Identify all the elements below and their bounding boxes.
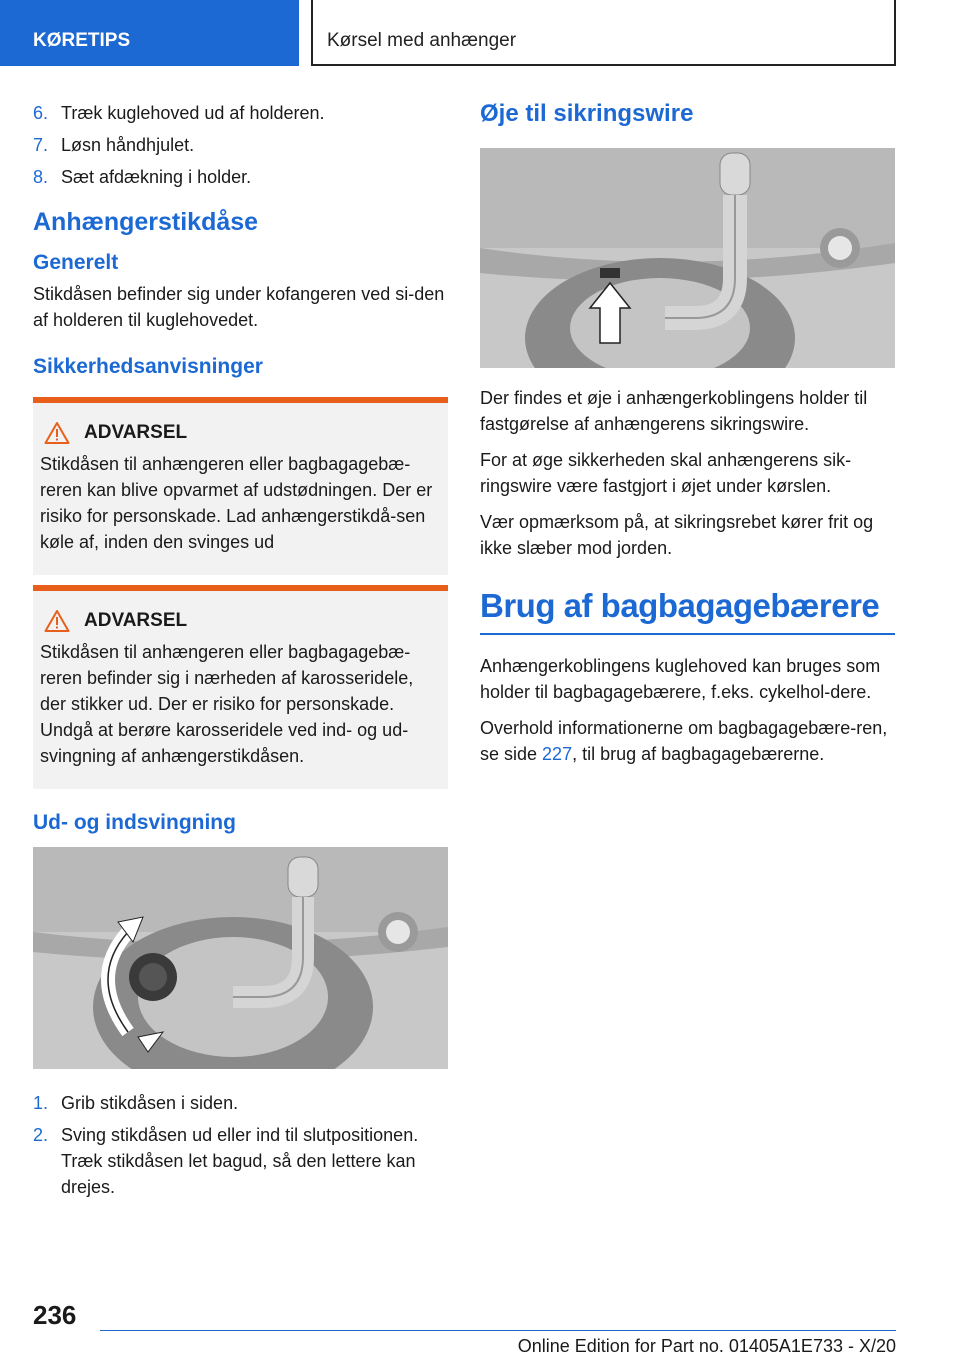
- section-tab: KØRETIPS: [0, 0, 299, 66]
- warning-title: ADVARSEL: [84, 610, 188, 631]
- list-item: 6. Træk kuglehoved ud af holderen.: [33, 103, 325, 123]
- footer-edition: Online Edition for Part no. 01405A1E733 - X/20: [517, 1336, 896, 1356]
- chapter-title: Kørsel med anhænger: [311, 0, 896, 66]
- rack-paragraph-2: Overhold informationerne om bagbagagebære-ren, se side 227, til brug af bagbagagebærerne.: [480, 718, 888, 764]
- safety-eye-illustration: [480, 148, 895, 368]
- warning-box: [33, 397, 448, 575]
- general-text: Stikdåsen befinder sig under kofangeren ved si-den af holderen til kuglehovedet.: [33, 284, 445, 330]
- page-reference-link[interactable]: 227: [542, 744, 573, 764]
- warning-triangle-icon: [44, 421, 70, 445]
- steps-list-bottom: [33, 1090, 448, 1200]
- list-item: 1. Grib stikdåsen i siden.: [33, 1093, 239, 1113]
- subheading-general: Generelt: [33, 251, 119, 274]
- eye-paragraph-3: Vær opmærksom på, at sikringsrebet kører frit og ikke slæber mod jorden.: [480, 512, 874, 558]
- heading-socket: Anhængerstikdåse: [33, 208, 259, 236]
- warning-triangle-icon: [44, 609, 70, 633]
- list-item: 7. Løsn håndhjulet.: [33, 135, 195, 155]
- warning-title: ADVARSEL: [84, 422, 188, 443]
- eye-paragraph-1: Der findes et øje i anhængerkoblingens holder til fastgørelse af anhængerens sikringswire.: [480, 388, 868, 434]
- eye-paragraph-2: For at øge sikkerheden skal anhængerens sik-ringswire være fastgjort i øjet under kørslen.: [480, 450, 852, 496]
- rack-paragraph-1: Anhængerkoblingens kuglehoved kan bruges som holder til bagbagagebærere, f.eks. cykelhol-dere.: [480, 656, 881, 702]
- list-item: 2. Sving stikdåsen ud eller ind til slutpositionen. Træk stikdåsen let bagud, så den lettere kan drejes.: [33, 1125, 419, 1197]
- warning-text: Stikdåsen til anhængeren eller bagbagagebæ-reren kan blive opvarmet af udstødningen. Der er risiko for personskade. Lad anhængerstikdå-sen køle af, inden den svinges ud: [40, 454, 433, 552]
- subheading-swing: Ud- og indsvingning: [33, 811, 236, 834]
- warning-text: Stikdåsen til anhængeren eller bagbagagebæ-reren befinder sig i nærheden af karosseridele, der stikker ud. Der er risiko for personskade. Undgå at berøre karosseridele ved ind- og ud-svingning af anhængerstikdåsen.: [40, 642, 414, 766]
- warning-box: [33, 585, 448, 789]
- list-item: 8. Sæt afdækning i holder.: [33, 167, 252, 187]
- right-column: [480, 100, 895, 777]
- steps-list-top: [33, 100, 448, 190]
- subheading-safety: Sikkerhedsanvisninger: [33, 355, 263, 378]
- left-column: [33, 100, 448, 1206]
- socket-swing-illustration: [33, 847, 448, 1069]
- heading-eye: Øje til sikringswire: [480, 100, 694, 127]
- heading-rack: Brug af bagbagagebærere: [480, 587, 895, 635]
- page-number: 236: [33, 1300, 77, 1330]
- footer-divider: [100, 1330, 896, 1331]
- page-header: [0, 0, 960, 66]
